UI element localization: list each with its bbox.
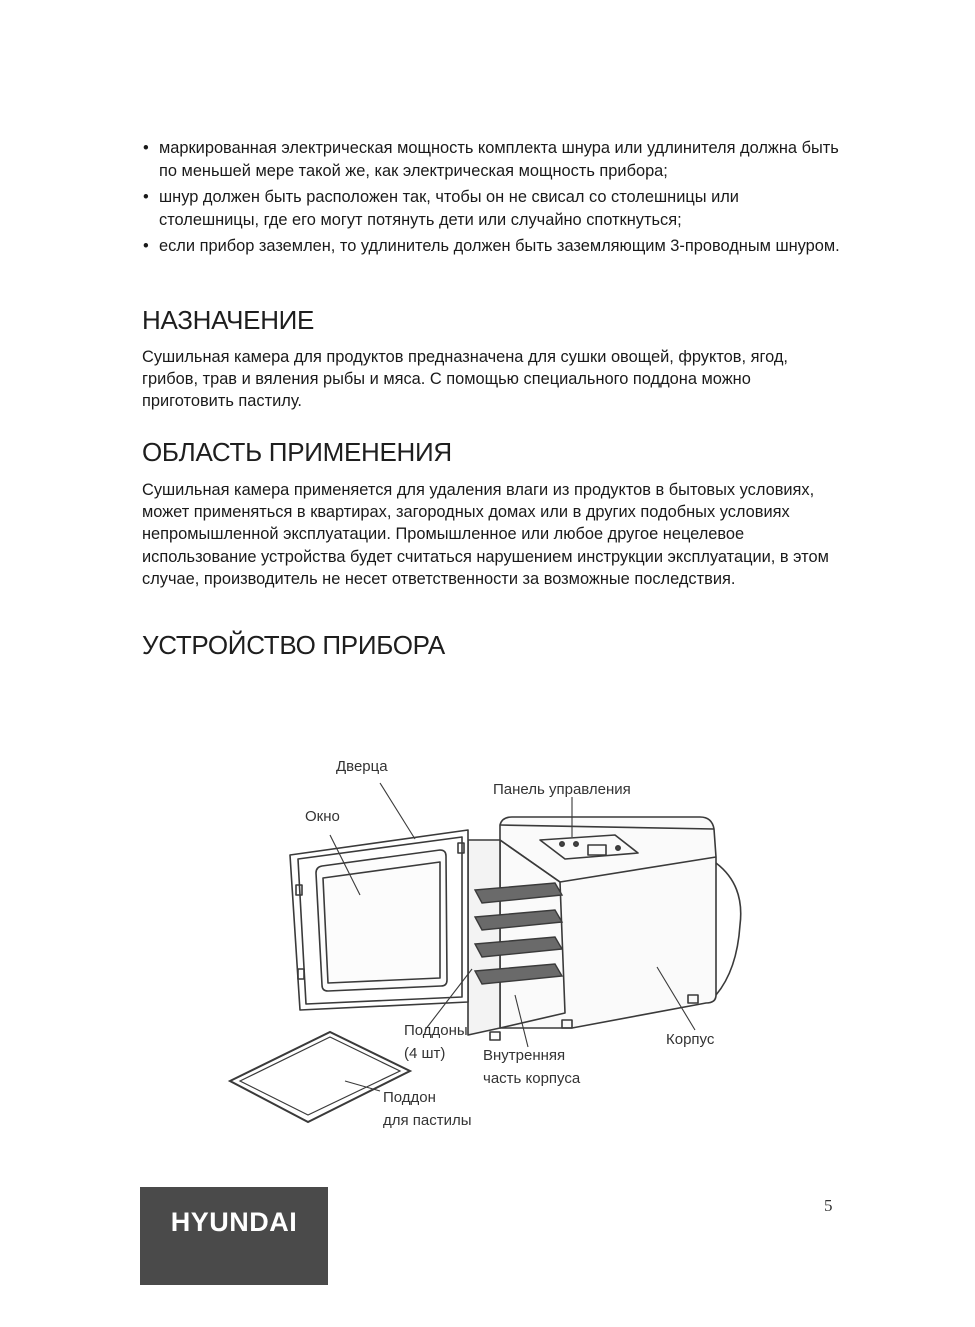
- front-frame: [468, 840, 500, 1035]
- label-pastila-2: для пастилы: [383, 1112, 472, 1129]
- bullet-item: [143, 186, 843, 231]
- label-control-panel: Панель управления: [493, 781, 631, 798]
- dehydrator-illustration: [200, 745, 760, 1145]
- label-inner-2: часть корпуса: [483, 1070, 581, 1087]
- leader-door: [380, 783, 415, 839]
- label-window: Окно: [305, 808, 340, 825]
- safety-bullet-list: [143, 137, 843, 262]
- label-inner-1: Внутренняя: [483, 1047, 566, 1064]
- label-trays-2: (4 шт): [404, 1045, 446, 1062]
- section-heading-device: УСТРОЙСТВО ПРИБОРА: [142, 630, 445, 660]
- bullet-text: если прибор заземлен, то удлинитель должен быть заземляющим 3-проводным шнуром.: [159, 237, 840, 255]
- bullet-dot: •: [143, 188, 149, 206]
- section-text-purpose: Сушильная камера для продуктов предназначена для сушки овощей, фруктов, ягод, грибов, трав и вяления рыбы и мяса. С помощью специального поддона можно приготовить пастилу.: [142, 348, 788, 411]
- brand-logo-block: [140, 1187, 328, 1285]
- bullet-dot: •: [143, 139, 149, 157]
- label-trays-1: Поддоны: [404, 1022, 468, 1039]
- label-body: Корпус: [666, 1031, 715, 1048]
- bullet-dot: •: [143, 237, 149, 255]
- label-door: Дверца: [336, 758, 388, 775]
- bullet-text: шнур должен быть расположен так, чтобы он не свисал со столешницы или столешницы, где его могут потянуть дети или случайно споткнуться;: [159, 188, 739, 229]
- dehydrator-diagram: [200, 745, 760, 1145]
- bullet-item: [143, 137, 843, 182]
- panel-button: [560, 842, 564, 846]
- label-pastila-1: Поддон: [383, 1089, 436, 1106]
- section-heading-purpose: НАЗНАЧЕНИЕ: [142, 305, 315, 335]
- panel-button: [616, 846, 620, 850]
- brand-logo-text: HYUNDAI: [170, 1207, 298, 1237]
- foot: [490, 1032, 500, 1040]
- section-heading-scope: ОБЛАСТЬ ПРИМЕНЕНИЯ: [142, 437, 452, 467]
- door-window-outline: [316, 850, 447, 991]
- pastila-tray-inner: [240, 1037, 400, 1115]
- bullet-item: [143, 235, 843, 258]
- page-number: 5: [824, 1196, 833, 1215]
- section-text-scope: Сушильная камера применяется для удаления влаги из продуктов в бытовых условиях, может применяться в квартирах, загородных домах или в других подобных условиях непромышленной эксплуатации. Промышленное или любое другое нецелевое использование устройства будет считаться нарушением инструкции эксплуатации, в этом случае, производитель не несет ответственности за возможные последствия.: [142, 481, 829, 588]
- panel-button: [574, 842, 578, 846]
- body-rear-hump: [716, 863, 741, 995]
- bullet-text: маркированная электрическая мощность комплекта шнура или удлинителя должна быть по меньшей мере такой же, как электрическая мощность прибора;: [159, 139, 839, 180]
